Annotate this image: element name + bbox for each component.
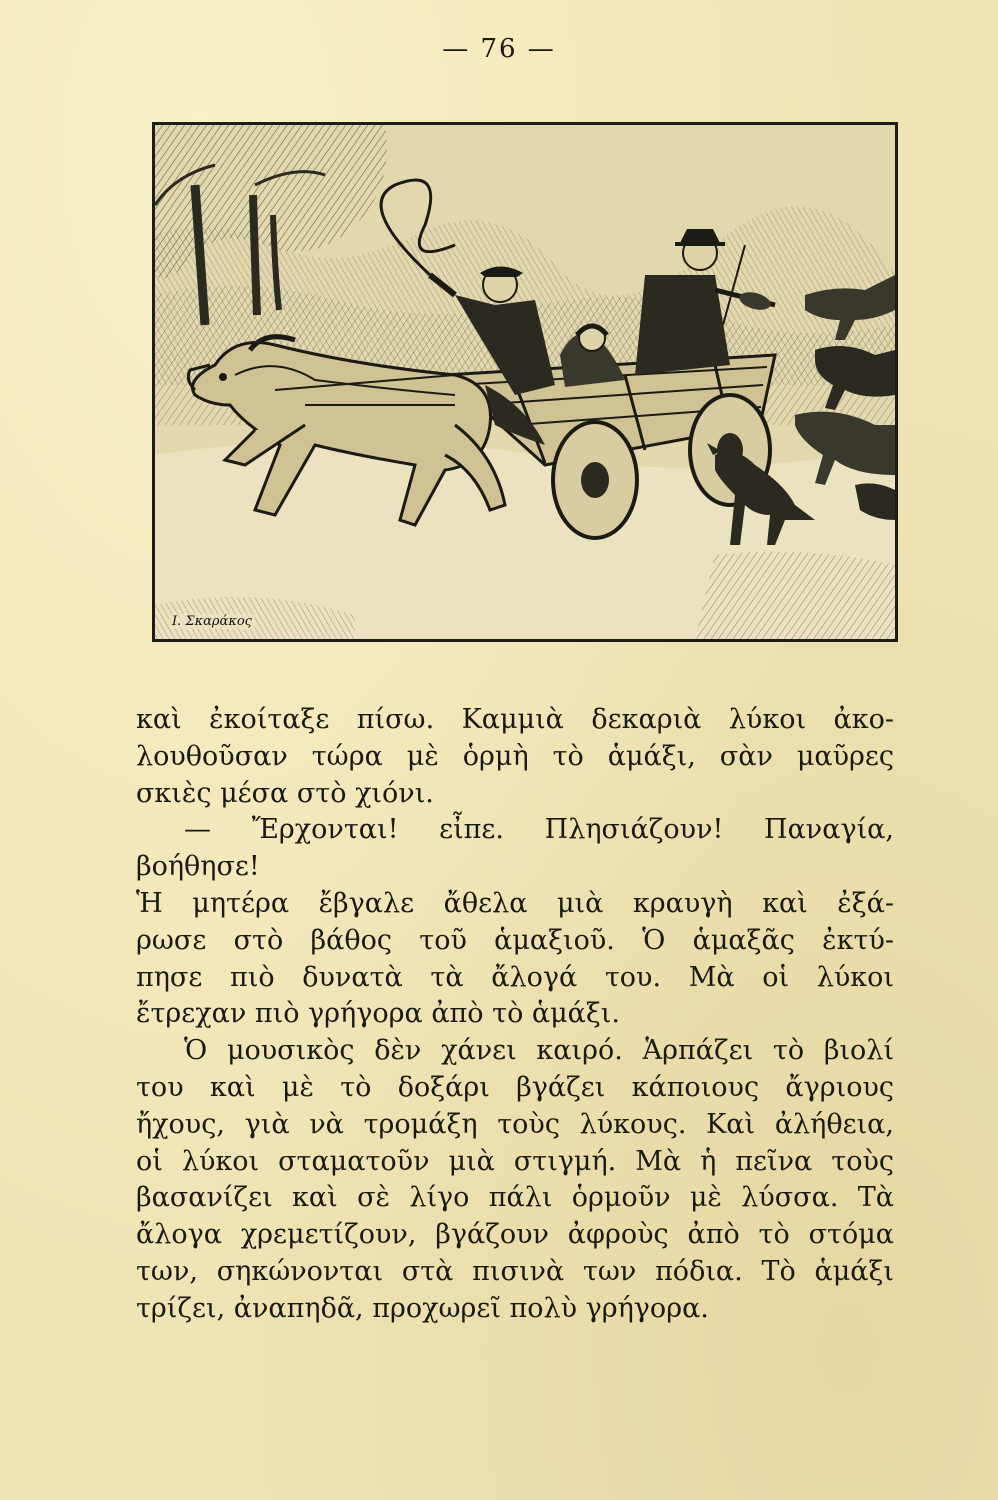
paragraph bbox=[136, 886, 894, 1033]
text-line: καὶ ἐκοίταξε πίσω. Καμμιὰ δεκαριὰ λύκοι ἀκο- bbox=[136, 704, 894, 735]
text-line: τρίζει, ἀναπηδᾶ, προχωρεῖ πολὺ γρήγορα. bbox=[136, 1292, 709, 1324]
text-line: βοήθησε! bbox=[136, 851, 260, 883]
text-line: ἤχους, γιὰ νὰ τρομάξη τοὺς λύκους. Καὶ ἀλήθεια, bbox=[136, 1108, 894, 1140]
text-line: του καὶ μὲ τὸ δοξάρι βγάζει κάποιους ἄγριους bbox=[136, 1071, 894, 1103]
paragraph bbox=[136, 702, 894, 812]
illustration-drawing bbox=[155, 125, 895, 639]
text-line: λουθοῦσαν τώρα μὲ ὁρμὴ τὸ ἁμάξι, σὰν μαῦρες bbox=[136, 740, 894, 772]
paragraph bbox=[136, 1033, 894, 1327]
illustration-wolves-chasing-cart bbox=[152, 122, 898, 642]
body-text bbox=[136, 702, 894, 1328]
text-line: ἄλογα χρεμετίζουν, βγάζουν ἀφροὺς ἀπὸ τὸ στόμα bbox=[136, 1219, 894, 1251]
text-line: Ἡ μητέρα ἔβγαλε ἄθελα μιὰ κραυγὴ καὶ ἐξά- bbox=[136, 887, 894, 919]
text-line: οἱ λύκοι σταματοῦν μιὰ στιγμή. Μὰ ἡ πεῖνα τοὺς bbox=[136, 1145, 894, 1177]
page-number: — 76 — bbox=[442, 34, 556, 64]
text-line: — Ἔρχονται! εἶπε. Πλησιάζουν! Παναγία, bbox=[184, 814, 894, 846]
text-line: ρωσε στὸ βάθος τοῦ ἁμαξιοῦ. Ὁ ἁμαξᾶς ἐκτύ- bbox=[136, 924, 894, 956]
text-line: πησε πιὸ δυνατὰ τὰ ἄλογά του. Μὰ οἱ λύκοι bbox=[136, 961, 894, 993]
text-line: βασανίζει καὶ σὲ λίγο πάλι ὁρμοῦν μὲ λύσσα. Τὰ bbox=[136, 1182, 894, 1214]
text-line: ἔτρεχαν πιὸ γρήγορα ἀπὸ τὸ ἁμάξι. bbox=[136, 998, 620, 1030]
text-line: των, σηκώνονται στὰ πισινὰ των πόδια. Τὸ ἁμάξι bbox=[136, 1255, 894, 1287]
text-line: Ὁ μουσικὸς δὲν χάνει καιρό. Ἁρπάζει τὸ βιολί bbox=[184, 1035, 894, 1067]
paragraph bbox=[136, 812, 894, 886]
artist-signature: Ι. Σκαράκος bbox=[169, 614, 255, 629]
text-line: σκιὲς μέσα στὸ χιόνι. bbox=[136, 777, 434, 809]
